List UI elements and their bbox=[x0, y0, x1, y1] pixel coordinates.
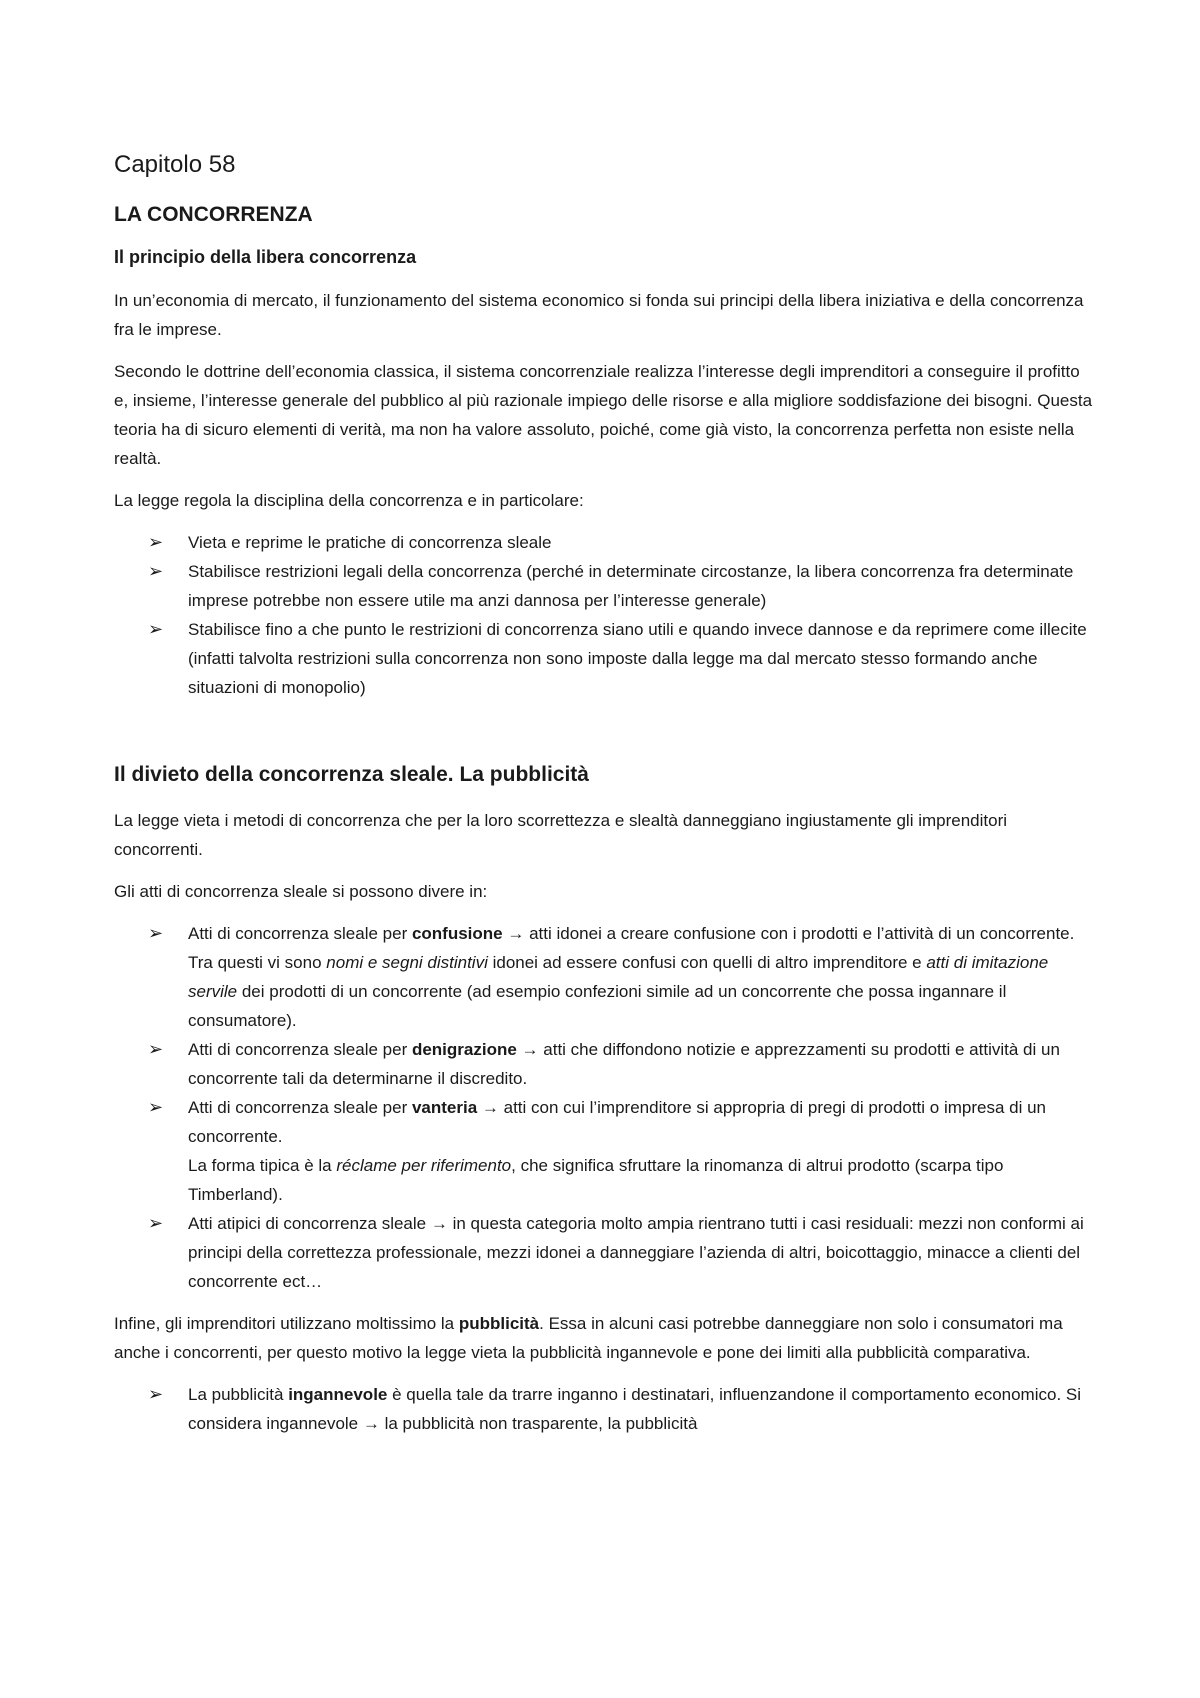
section-heading-concorrenza-sleale: Il divieto della concorrenza sleale. La pubblicità bbox=[114, 763, 589, 787]
arrowhead-bullet-icon: ➢ bbox=[148, 1212, 164, 1233]
list-item-text: La pubblicità ingannevole è quella tale da trarre inganno i destinatari, influenzandone il comportamento economico. Si considera ingannevole → la pubblicità non trasparente, la pubblicità bbox=[188, 1384, 1082, 1433]
list-item bbox=[114, 919, 1094, 1035]
list-item bbox=[114, 528, 1094, 557]
list-item bbox=[114, 1380, 1094, 1438]
paragraph: Secondo le dottrine dell’economia classica, il sistema concorrenziale realizza l’interesse degli imprenditori a conseguire il profitto e, insieme, l’interesse generale del pubblico al più razionale impiego delle risorse e alla migliore soddisfazione dei bisogni. Questa teoria ha di sicuro elementi di verità, ma non ha valore assoluto, poiché, come già visto, la concorrenza perfetta non esiste nella realtà. bbox=[114, 362, 1093, 469]
list-item bbox=[114, 557, 1094, 615]
arrowhead-bullet-icon: ➢ bbox=[148, 1383, 164, 1404]
paragraph: Gli atti di concorrenza sleale si possono divere in: bbox=[114, 881, 488, 901]
list-item-text: Atti di concorrenza sleale per denigrazione → atti che diffondono notizie e apprezzamenti su prodotti e attività di un concorrente tali da determinarne il discredito. bbox=[188, 1039, 1060, 1088]
right-arrow-icon: → bbox=[507, 923, 525, 943]
section-heading-libera-concorrenza: Il principio della libera concorrenza bbox=[114, 246, 417, 267]
bullet-list-disciplina bbox=[114, 528, 1094, 702]
right-arrow-icon: → bbox=[521, 1039, 539, 1059]
list-item-text: Atti di concorrenza sleale per confusione → atti idonei a creare confusione con i prodotti e l’attività di un concorrente. Tra questi vi sono nomi e segni distintivi idonei ad essere confusi con quelli di altro imprenditore e atti di imitazione servile dei prodotti di un concorrente (ad esempio confezioni simile ad un concorrente che possa ingannare il consumatore). bbox=[188, 923, 1075, 1030]
right-arrow-icon: → bbox=[430, 1213, 448, 1233]
chapter-label: Capitolo 58 bbox=[114, 151, 236, 178]
paragraph: La legge vieta i metodi di concorrenza che per la loro scorrettezza e slealtà danneggiano ingiustamente gli imprenditori concorrenti. bbox=[114, 810, 1008, 859]
paragraph: La legge regola la disciplina della concorrenza e in particolare: bbox=[114, 491, 584, 511]
list-item bbox=[114, 615, 1094, 702]
document-title: LA CONCORRENZA bbox=[114, 202, 313, 226]
list-item-text: Vieta e reprime le pratiche di concorrenza sleale bbox=[188, 533, 552, 553]
right-arrow-icon: → bbox=[481, 1097, 499, 1117]
list-item-text: Stabilisce fino a che punto le restrizioni di concorrenza siano utili e quando invece dannose e da reprimere come illecite (infatti talvolta restrizioni sulla concorrenza non sono imposte dalla legge ma dal mercato stesso formando anche situazioni di monopolio) bbox=[188, 620, 1087, 698]
list-item-text: Atti di concorrenza sleale per vanteria → atti con cui l’imprenditore si appropria di pregi di prodotti o impresa di un concorrente. La forma tipica è la réclame per riferimento, che significa sfruttare la rinomanza di altrui prodotto (scarpa tipo Timberland). bbox=[188, 1097, 1047, 1204]
list-item bbox=[114, 1093, 1094, 1209]
arrowhead-bullet-icon: ➢ bbox=[148, 561, 164, 582]
arrowhead-bullet-icon: ➢ bbox=[148, 1096, 164, 1117]
bullet-list-pubblicita bbox=[114, 1380, 1094, 1438]
right-arrow-icon: → bbox=[362, 1413, 380, 1433]
list-item bbox=[114, 1035, 1094, 1093]
arrowhead-bullet-icon: ➢ bbox=[148, 619, 164, 640]
arrowhead-bullet-icon: ➢ bbox=[148, 532, 164, 553]
list-item-text: Stabilisce restrizioni legali della concorrenza (perché in determinate circostanze, la libera concorrenza fra determinate imprese potrebbe non essere utile ma anzi dannosa per l’interesse generale) bbox=[188, 562, 1074, 611]
arrowhead-bullet-icon: ➢ bbox=[148, 1038, 164, 1059]
document-body bbox=[114, 140, 1094, 1451]
paragraph: In un’economia di mercato, il funzionamento del sistema economico si fonda sui principi della libera iniziativa e della concorrenza fra le imprese. bbox=[114, 291, 1084, 340]
paragraph: Infine, gli imprenditori utilizzano moltissimo la pubblicità. Essa in alcuni casi potrebbe danneggiare non solo i consumatori ma anche i concorrenti, per questo motivo la legge vieta la pubblicità ingannevole e pone dei limiti alla pubblicità comparativa. bbox=[114, 1313, 1063, 1362]
bullet-list-atti-sleali bbox=[114, 919, 1094, 1296]
list-item bbox=[114, 1209, 1094, 1296]
arrowhead-bullet-icon: ➢ bbox=[148, 922, 164, 943]
list-item-text: Atti atipici di concorrenza sleale → in questa categoria molto ampia rientrano tutti i casi residuali: mezzi non conformi ai principi della correttezza professionale, mezzi idonei a danneggiare l’azienda di altri, boicottaggio, minacce a clienti del concorrente ect… bbox=[188, 1213, 1084, 1291]
